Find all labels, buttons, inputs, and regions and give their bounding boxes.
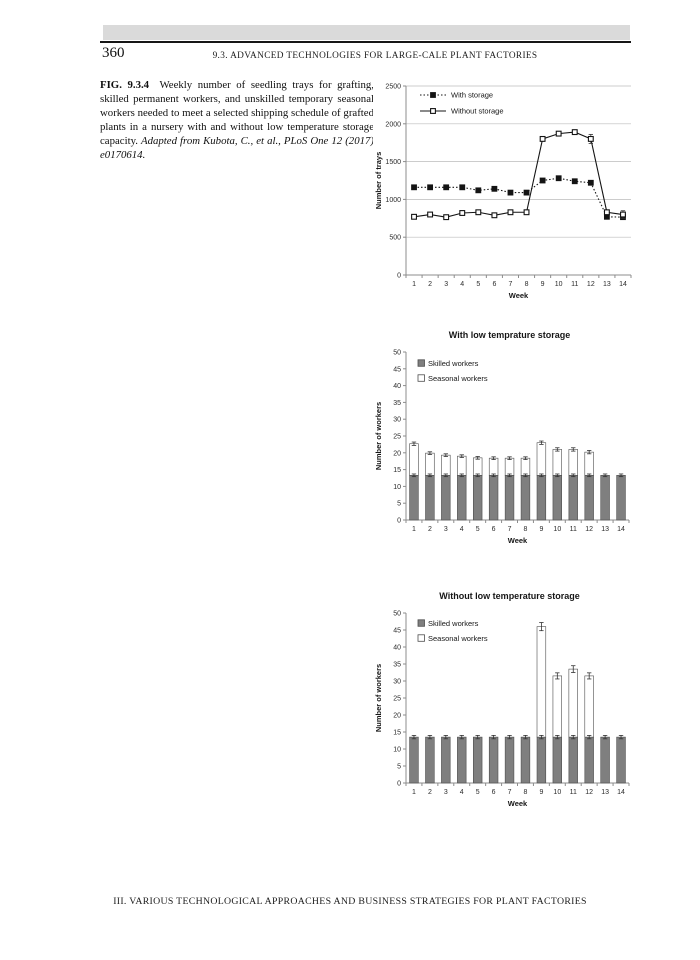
svg-text:10: 10 <box>553 526 562 533</box>
svg-text:4: 4 <box>460 281 465 288</box>
svg-text:15: 15 <box>393 729 401 737</box>
workers-with-storage-bar-chart <box>373 322 638 560</box>
svg-text:12: 12 <box>586 281 595 288</box>
svg-text:1500: 1500 <box>385 159 401 167</box>
svg-text:50: 50 <box>393 349 401 357</box>
svg-text:4: 4 <box>459 789 464 796</box>
svg-text:5: 5 <box>475 526 480 533</box>
svg-text:Skilled workers: Skilled workers <box>428 618 479 628</box>
svg-text:0: 0 <box>397 780 401 788</box>
svg-text:13: 13 <box>601 526 610 533</box>
svg-text:Number of workers: Number of workers <box>374 401 383 471</box>
svg-text:14: 14 <box>619 281 627 288</box>
svg-text:5: 5 <box>476 281 481 288</box>
svg-text:2: 2 <box>427 526 432 533</box>
svg-text:45: 45 <box>393 627 401 635</box>
svg-text:35: 35 <box>393 399 401 407</box>
svg-text:10: 10 <box>553 789 562 796</box>
figure-caption <box>100 78 374 162</box>
svg-text:6: 6 <box>492 281 497 288</box>
svg-text:500: 500 <box>389 234 401 242</box>
svg-text:7: 7 <box>507 526 512 533</box>
svg-text:Number of trays: Number of trays <box>374 151 383 210</box>
svg-text:10: 10 <box>393 483 401 491</box>
svg-text:3: 3 <box>443 789 448 796</box>
svg-text:3: 3 <box>444 281 449 288</box>
svg-text:4: 4 <box>459 526 464 533</box>
header-band <box>103 25 630 40</box>
svg-text:2: 2 <box>428 281 433 288</box>
svg-text:7: 7 <box>508 281 513 288</box>
svg-text:50: 50 <box>393 610 401 618</box>
svg-text:13: 13 <box>602 281 611 288</box>
figure-source: Adapted from Kubota, C., et al., PLoS One 12 (2017) e0170614. <box>100 135 374 162</box>
svg-text:Seasonal workers: Seasonal workers <box>428 373 488 383</box>
svg-text:With low temprature storage: With low temprature storage <box>448 330 571 340</box>
svg-text:7: 7 <box>507 789 512 796</box>
svg-text:10: 10 <box>393 746 401 754</box>
svg-text:6: 6 <box>491 789 496 796</box>
svg-text:2000: 2000 <box>385 121 401 129</box>
svg-text:20: 20 <box>393 450 401 458</box>
svg-text:1: 1 <box>412 526 416 533</box>
svg-text:Skilled workers: Skilled workers <box>428 358 479 368</box>
figure-label: FIG. 9.3.4 <box>100 79 150 91</box>
svg-text:9: 9 <box>539 526 544 533</box>
svg-text:Without low temperature storag: Without low temperature storage <box>439 591 580 601</box>
svg-text:35: 35 <box>393 661 401 669</box>
svg-text:11: 11 <box>569 789 577 796</box>
svg-text:Number of workers: Number of workers <box>374 663 383 733</box>
seedling-trays-line-chart <box>373 76 638 308</box>
svg-text:Week: Week <box>507 799 528 808</box>
svg-text:3: 3 <box>443 526 448 533</box>
svg-text:12: 12 <box>585 526 594 533</box>
svg-text:Seasonal workers: Seasonal workers <box>428 633 488 643</box>
svg-text:8: 8 <box>523 789 528 796</box>
svg-text:13: 13 <box>601 789 610 796</box>
svg-text:1000: 1000 <box>385 196 401 204</box>
svg-text:5: 5 <box>475 789 480 796</box>
svg-text:Week: Week <box>508 291 529 300</box>
svg-text:40: 40 <box>393 383 401 391</box>
svg-text:1: 1 <box>412 281 416 288</box>
svg-text:14: 14 <box>617 526 625 533</box>
svg-text:15: 15 <box>393 467 401 475</box>
svg-text:9: 9 <box>540 281 545 288</box>
svg-text:5: 5 <box>397 500 401 508</box>
svg-text:25: 25 <box>393 695 401 703</box>
svg-text:With storage: With storage <box>451 90 494 100</box>
svg-text:30: 30 <box>393 678 401 686</box>
page-number: 360 <box>102 45 125 61</box>
svg-text:30: 30 <box>393 416 401 424</box>
svg-text:10: 10 <box>554 281 563 288</box>
svg-text:8: 8 <box>523 526 528 533</box>
svg-text:11: 11 <box>571 281 579 288</box>
svg-text:12: 12 <box>585 789 594 796</box>
svg-text:0: 0 <box>397 517 401 525</box>
svg-text:9: 9 <box>539 789 544 796</box>
svg-text:Without storage: Without storage <box>451 106 504 116</box>
svg-text:1: 1 <box>412 789 416 796</box>
svg-text:6: 6 <box>491 526 496 533</box>
running-head: 9.3. ADVANCED TECHNOLOGIES FOR LARGE-CALE PLANT FACTORIES <box>212 51 538 61</box>
svg-text:45: 45 <box>393 366 401 374</box>
figure-caption-text: Weekly number of seedling trays for grafting, skilled permanent workers, and unskilled temporary seasonal workers needed to meet a selected shipping schedule of grafted plants in a nursery with and without low temperature storage capacity. <box>100 79 375 148</box>
svg-text:0: 0 <box>397 272 401 280</box>
svg-text:25: 25 <box>393 433 401 441</box>
svg-text:5: 5 <box>397 763 401 771</box>
header-rule <box>100 41 631 43</box>
svg-text:14: 14 <box>617 789 625 796</box>
svg-text:2: 2 <box>427 789 432 796</box>
page-footer: III. VARIOUS TECHNOLOGICAL APPROACHES AND BUSINESS STRATEGIES FOR PLANT FACTORIES <box>113 896 587 907</box>
svg-text:Week: Week <box>507 536 528 545</box>
workers-without-storage-bar-chart <box>373 586 638 824</box>
svg-text:40: 40 <box>393 644 401 652</box>
svg-text:8: 8 <box>524 281 529 288</box>
svg-text:20: 20 <box>393 712 401 720</box>
svg-text:11: 11 <box>569 526 577 533</box>
svg-text:2500: 2500 <box>385 83 401 91</box>
